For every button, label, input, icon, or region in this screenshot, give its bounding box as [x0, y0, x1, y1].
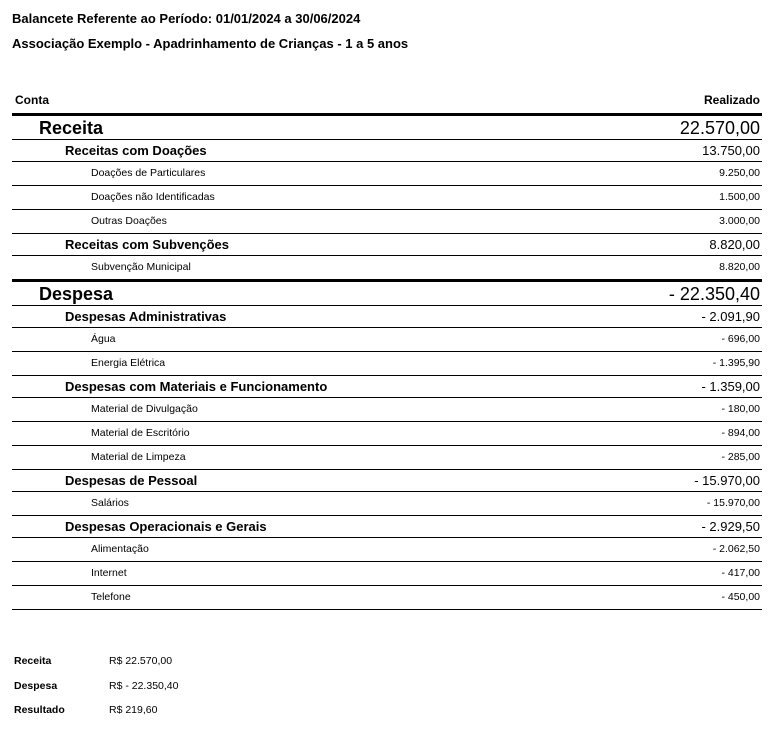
group-row	[12, 234, 762, 256]
account-row	[12, 352, 762, 376]
group-label: Receitas com Subvenções	[65, 237, 230, 252]
summary-value: R$ 219,60	[109, 704, 158, 716]
section-row-receita	[12, 114, 762, 140]
account-row	[12, 538, 762, 562]
column-header-account: Conta	[15, 93, 49, 107]
account-label: Salários	[91, 497, 129, 509]
account-row	[12, 586, 762, 610]
account-value: - 417,00	[721, 567, 760, 579]
account-label: Internet	[91, 567, 127, 579]
report-subtitle: Associação Exemplo - Apadrinhamento de Crianças - 1 a 5 anos	[12, 36, 409, 51]
account-value: 8.820,00	[719, 261, 760, 273]
group-label: Despesas de Pessoal	[65, 473, 198, 488]
group-value: 13.750,00	[702, 143, 760, 158]
account-value: 3.000,00	[719, 215, 760, 227]
account-value: - 180,00	[721, 403, 760, 415]
account-value: 9.250,00	[719, 167, 760, 179]
summary-value: R$ 22.570,00	[109, 655, 173, 667]
account-label: Subvenção Municipal	[91, 261, 191, 273]
group-value: - 15.970,00	[694, 473, 760, 488]
group-value: 8.820,00	[709, 237, 760, 252]
account-row	[12, 422, 762, 446]
column-header-realized: Realizado	[703, 93, 760, 107]
summary-value: R$ - 22.350,40	[109, 679, 179, 692]
group-value: - 1.359,00	[701, 379, 760, 394]
section-label: Receita	[39, 118, 104, 138]
group-row	[12, 516, 762, 538]
account-label: Doações de Particulares	[91, 167, 206, 179]
report-title: Balancete Referente ao Período: 01/01/2024 a 30/06/2024	[12, 11, 361, 26]
section-label: Despesa	[39, 284, 114, 304]
account-value: 1.500,00	[719, 191, 760, 203]
account-value: - 1.395,90	[712, 357, 760, 369]
account-label: Material de Divulgação	[91, 403, 198, 415]
account-row	[12, 210, 762, 234]
account-row	[12, 256, 762, 280]
section-value: 22.570,00	[679, 118, 760, 138]
group-row	[12, 376, 762, 398]
account-value: - 450,00	[721, 591, 760, 603]
account-label: Energia Elétrica	[91, 357, 166, 369]
summary-label: Receita	[14, 655, 52, 667]
summary-label: Despesa	[14, 679, 58, 692]
account-label: Telefone	[91, 591, 131, 603]
account-label: Doações não Identificadas	[91, 191, 215, 203]
account-row	[12, 446, 762, 470]
group-row	[12, 470, 762, 492]
group-value: - 2.091,90	[701, 309, 760, 324]
group-row	[12, 140, 762, 162]
account-row	[12, 328, 762, 352]
account-value: - 696,00	[721, 333, 760, 345]
summary-label: Resultado	[14, 704, 65, 716]
account-label: Material de Escritório	[91, 427, 190, 439]
account-row	[12, 186, 762, 210]
group-row	[12, 306, 762, 328]
table-header	[12, 91, 762, 114]
account-value: - 894,00	[721, 427, 760, 439]
account-label: Material de Limpeza	[91, 451, 186, 463]
balance-table	[12, 91, 762, 610]
account-value: - 285,00	[721, 451, 760, 463]
account-value: - 15.970,00	[706, 497, 760, 509]
section-row-despesa	[12, 280, 762, 306]
group-value: - 2.929,50	[701, 519, 760, 534]
account-value: - 2.062,50	[712, 543, 760, 555]
group-label: Despesas Administrativas	[65, 309, 227, 324]
account-row	[12, 562, 762, 586]
account-row	[12, 162, 762, 186]
account-label: Alimentação	[91, 543, 149, 555]
account-label: Outras Doações	[91, 215, 167, 227]
group-label: Receitas com Doações	[65, 143, 207, 158]
account-row	[12, 398, 762, 422]
group-label: Despesas com Materiais e Funcionamento	[65, 379, 328, 394]
account-label: Água	[91, 333, 116, 345]
account-row	[12, 492, 762, 516]
group-label: Despesas Operacionais e Gerais	[65, 519, 267, 534]
section-value: - 22.350,40	[668, 284, 760, 304]
